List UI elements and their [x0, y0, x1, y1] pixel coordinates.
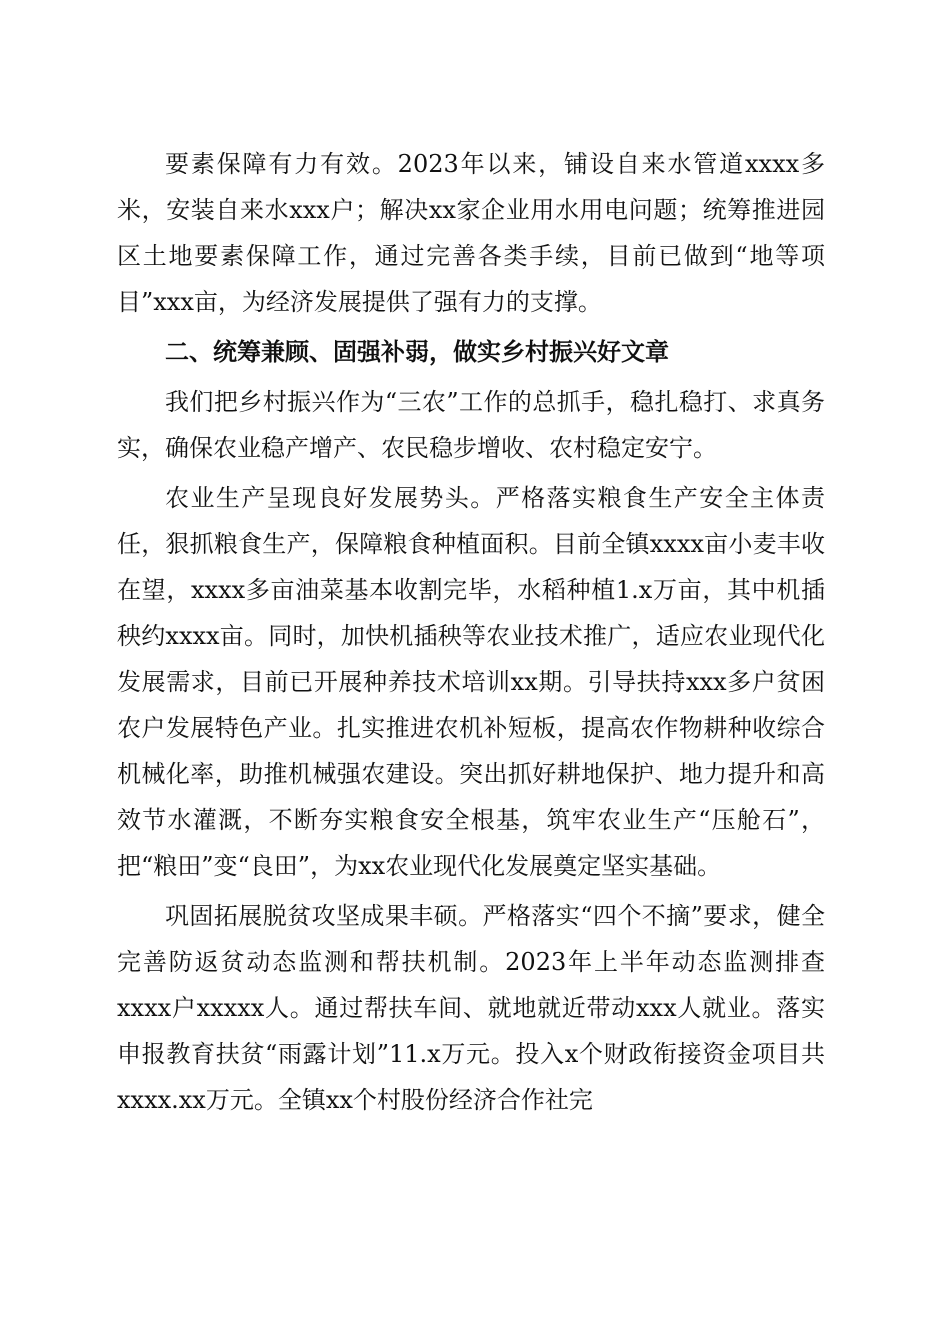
section-heading-rural-revitalization: 二、统筹兼顾、固强补弱，做实乡村振兴好文章	[165, 338, 669, 366]
paragraph-poverty-alleviation: 巩固拓展脱贫攻坚成果丰硕。严格落实“四个不摘”要求，健全完善防返贫动态监测和帮扶机制。2023年上半年动态监测排查xxxx户xxxxx人。通过帮扶车间、就地就近带动xxx人就业。落实申报教育扶贫“雨露计划”11.x万元。投入x个财政衔接资金项目共xxxx.xx万元。全镇xx个村股份经济合作社完	[117, 902, 825, 1114]
paragraph-rural-intro: 我们把乡村振兴作为“三农”工作的总抓手，稳扎稳打、求真务实，确保农业稳产增产、农民稳步增收、农村稳定安宁。	[117, 388, 825, 462]
paragraph-agricultural-production: 农业生产呈现良好发展势头。严格落实粮食生产安全主体责任，狠抓粮食生产，保障粮食种植面积。目前全镇xxxx亩小麦丰收在望，xxxx多亩油菜基本收割完毕，水稻种植1.x万亩，其中机插秧约xxxx亩。同时，加快机插秧等农业技术推广，适应农业现代化发展需求，目前已开展种养技术培训xx期。引导扶持xxx多户贫困农户发展特色产业。扎实推进农机补短板，提高农作物耕种收综合机械化率，助推机械强农建设。突出抓好耕地保护、地力提升和高效节水灌溉，不断夯实粮食安全根基，筑牢农业生产“压舱石”，把“粮田”变“良田”，为xx农业现代化发展奠定坚实基础。	[117, 484, 825, 880]
paragraph-factor-guarantee: 要素保障有力有效。2023年以来，铺设自来水管道xxxx多米，安装自来水xxx户；解决xx家企业用水用电问题；统筹推进园区土地要素保障工作，通过完善各类手续，目前已做到“地等项目”xxx亩，为经济发展提供了强有力的支撑。	[117, 150, 825, 316]
document-body	[117, 141, 825, 1127]
